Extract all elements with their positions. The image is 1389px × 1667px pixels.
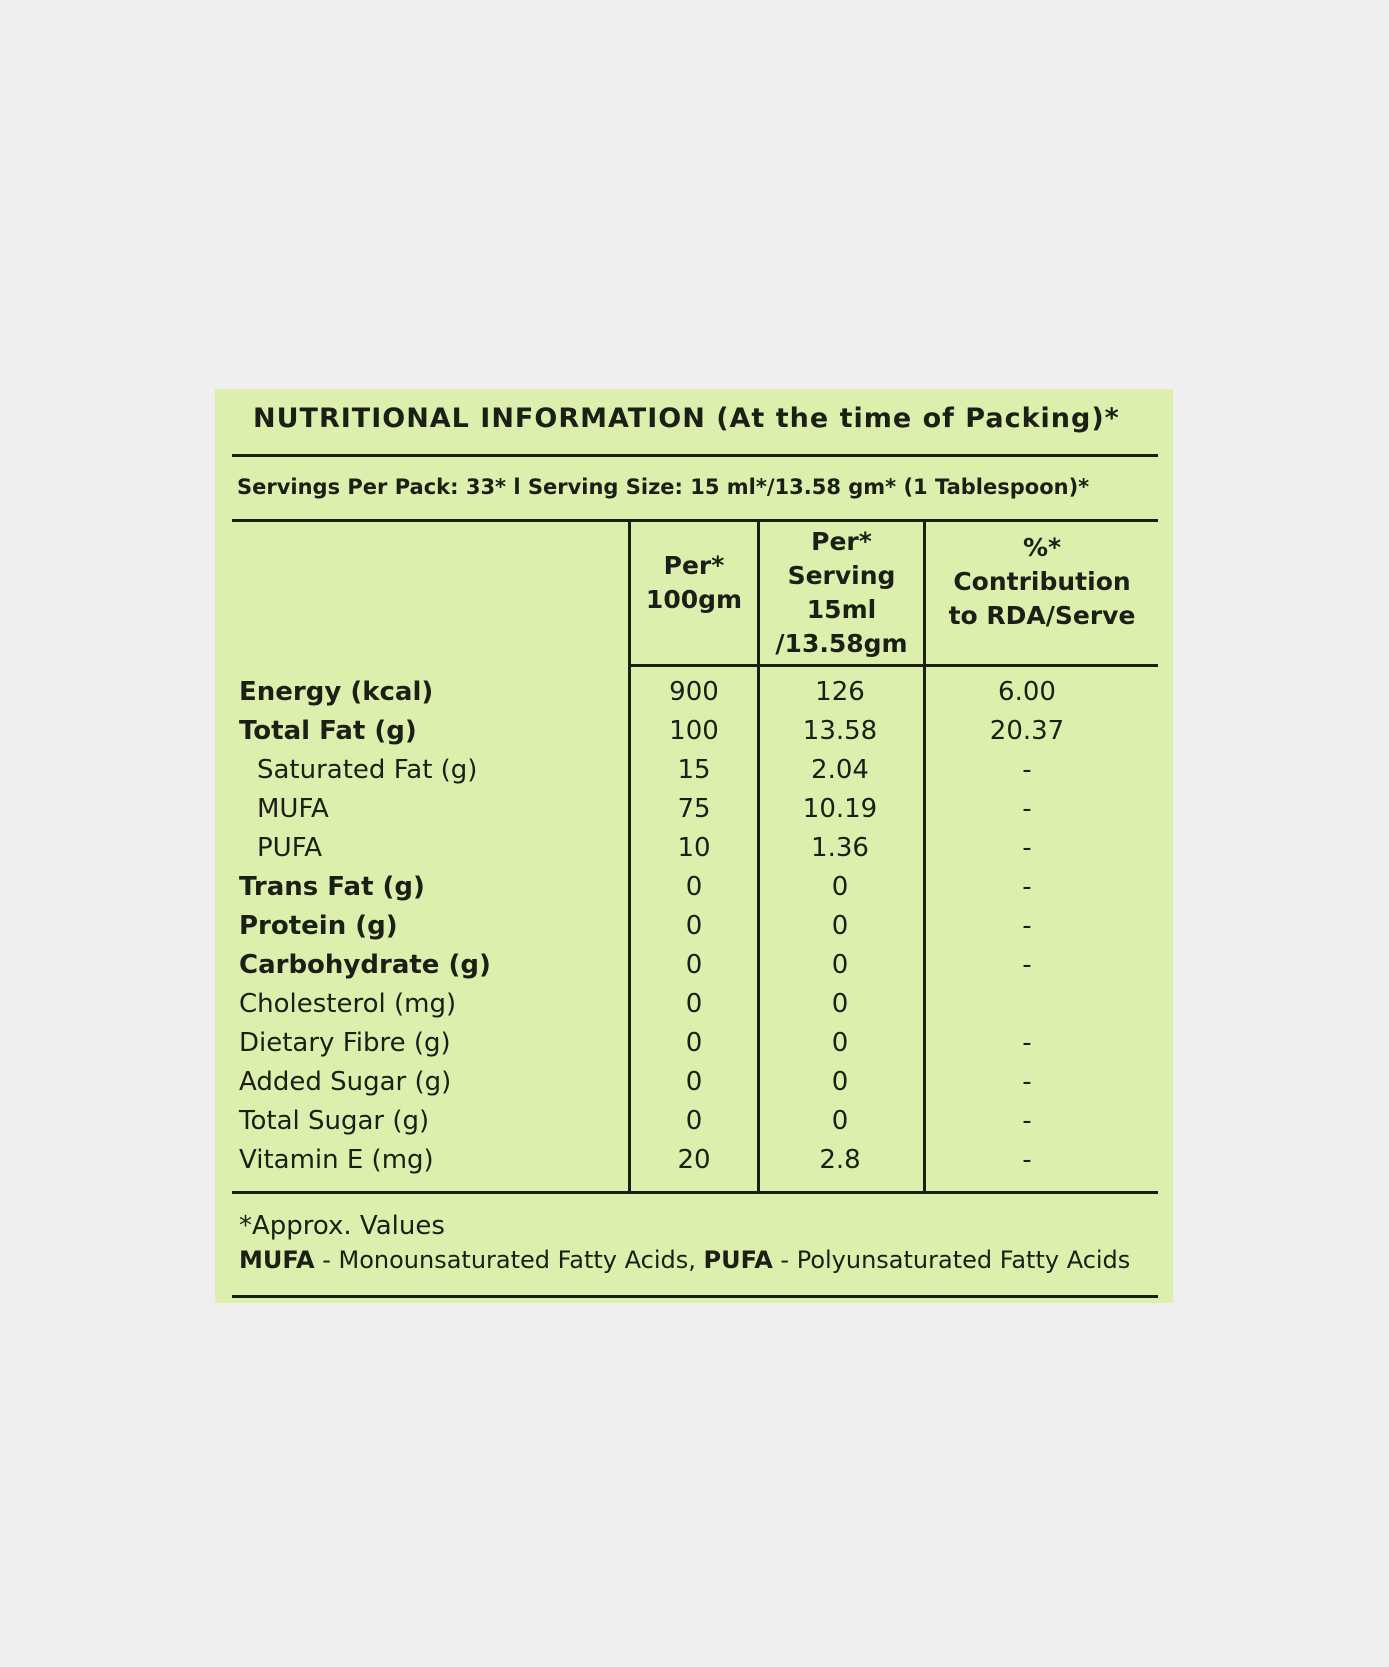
value-rda: -: [1022, 1028, 1032, 1058]
value-rda: -: [1022, 794, 1032, 824]
value-per-serving: 0: [831, 989, 849, 1019]
header-line: Per*: [663, 551, 725, 580]
table-row: [215, 712, 1173, 751]
nutrient-name: Total Sugar (g): [239, 1106, 430, 1136]
value-per-100gm: 20: [677, 1145, 711, 1175]
value-per-100gm: 15: [677, 755, 711, 785]
value-per-serving: 2.8: [819, 1145, 861, 1175]
value-rda: 20.37: [989, 716, 1065, 746]
value-per-100gm: 0: [685, 989, 703, 1019]
value-rda: -: [1022, 1106, 1032, 1136]
table-row: [215, 1024, 1173, 1063]
value-per-serving: 0: [831, 1106, 849, 1136]
value-per-100gm: 10: [677, 833, 711, 863]
value-rda: 6.00: [998, 677, 1056, 707]
value-rda: -: [1022, 755, 1032, 785]
value-per-100gm: 0: [685, 950, 703, 980]
legend-def-mufa: - Monounsaturated Fatty Acids,: [314, 1246, 704, 1274]
nutrient-name: Carbohydrate (g): [239, 950, 491, 980]
value-rda: -: [1022, 833, 1032, 863]
servings-info: Servings Per Pack: 33* l Serving Size: 15 ml*/13.58 gm* (1 Tablespoon)*: [237, 475, 1090, 499]
value-per-serving: 0: [831, 950, 849, 980]
nutrient-name: Vitamin E (mg): [239, 1145, 434, 1175]
value-per-serving: 1.36: [811, 833, 869, 863]
header-line: %*: [1022, 533, 1062, 562]
header-line: to RDA/Serve: [948, 601, 1136, 630]
value-rda: -: [1022, 911, 1032, 941]
value-per-serving: 0: [831, 872, 849, 902]
rule-header: [232, 519, 1158, 522]
value-per-100gm: 0: [685, 1067, 703, 1097]
rule-top: [232, 454, 1158, 457]
nutrient-name: Added Sugar (g): [239, 1067, 452, 1097]
table-row: [215, 946, 1173, 985]
value-per-serving: 2.04: [811, 755, 869, 785]
header-per-100gm: [631, 549, 757, 617]
nutrient-name: Trans Fat (g): [239, 872, 425, 902]
abbreviation-legend: [239, 1246, 1130, 1274]
value-per-100gm: 75: [677, 794, 711, 824]
value-per-serving: 0: [831, 1028, 849, 1058]
header-divider: [628, 664, 1158, 667]
value-per-serving: 10.19: [802, 794, 878, 824]
value-per-100gm: 0: [685, 1028, 703, 1058]
value-per-serving: 126: [815, 677, 865, 707]
value-per-serving: 13.58: [802, 716, 878, 746]
nutrient-name: MUFA: [257, 794, 329, 824]
table-row: [215, 1063, 1173, 1102]
legend-term-mufa: MUFA: [239, 1246, 315, 1274]
rule-bottom: [232, 1295, 1158, 1298]
value-per-serving: 0: [831, 911, 849, 941]
table-row: [215, 868, 1173, 907]
value-per-100gm: 0: [685, 872, 703, 902]
header-line: 100gm: [645, 585, 743, 614]
table-row: [215, 1141, 1173, 1180]
label-title: NUTRITIONAL INFORMATION (At the time of Packing)*: [253, 403, 1120, 434]
table-row: [215, 985, 1173, 1024]
rule-table-bottom: [232, 1191, 1158, 1194]
table-row: [215, 790, 1173, 829]
table-row: [215, 907, 1173, 946]
header-line: Per*: [811, 527, 872, 556]
footnote-approx: *Approx. Values: [239, 1211, 445, 1241]
value-per-100gm: 100: [669, 716, 719, 746]
nutrient-name: Total Fat (g): [239, 716, 417, 746]
header-line: /13.58gm: [775, 629, 908, 658]
nutrient-name: Energy (kcal): [239, 677, 434, 707]
header-line: Contribution: [953, 567, 1131, 596]
table-row: [215, 829, 1173, 868]
header-line: 15ml: [806, 595, 877, 624]
header-rda-contribution: [926, 531, 1158, 633]
nutrient-name: Cholesterol (mg): [239, 989, 457, 1019]
value-rda: -: [1022, 950, 1032, 980]
table-row: [215, 1102, 1173, 1141]
value-rda: -: [1022, 1145, 1032, 1175]
nutrition-label: [215, 389, 1173, 1303]
nutrient-name: Protein (g): [239, 911, 398, 941]
value-rda: -: [1022, 1067, 1032, 1097]
nutrient-name: PUFA: [257, 833, 323, 863]
nutrient-name: Dietary Fibre (g): [239, 1028, 451, 1058]
nutrient-name: Saturated Fat (g): [257, 755, 478, 785]
value-per-100gm: 0: [685, 1106, 703, 1136]
legend-def-pufa: - Polyunsaturated Fatty Acids: [772, 1246, 1131, 1274]
table-row: [215, 673, 1173, 712]
value-per-100gm: 0: [685, 911, 703, 941]
header-line: Serving: [787, 561, 896, 590]
value-rda: -: [1022, 872, 1032, 902]
legend-term-pufa: PUFA: [703, 1246, 773, 1274]
table-row: [215, 751, 1173, 790]
header-per-serving: [760, 525, 923, 661]
value-per-100gm: 900: [669, 677, 719, 707]
value-per-serving: 0: [831, 1067, 849, 1097]
